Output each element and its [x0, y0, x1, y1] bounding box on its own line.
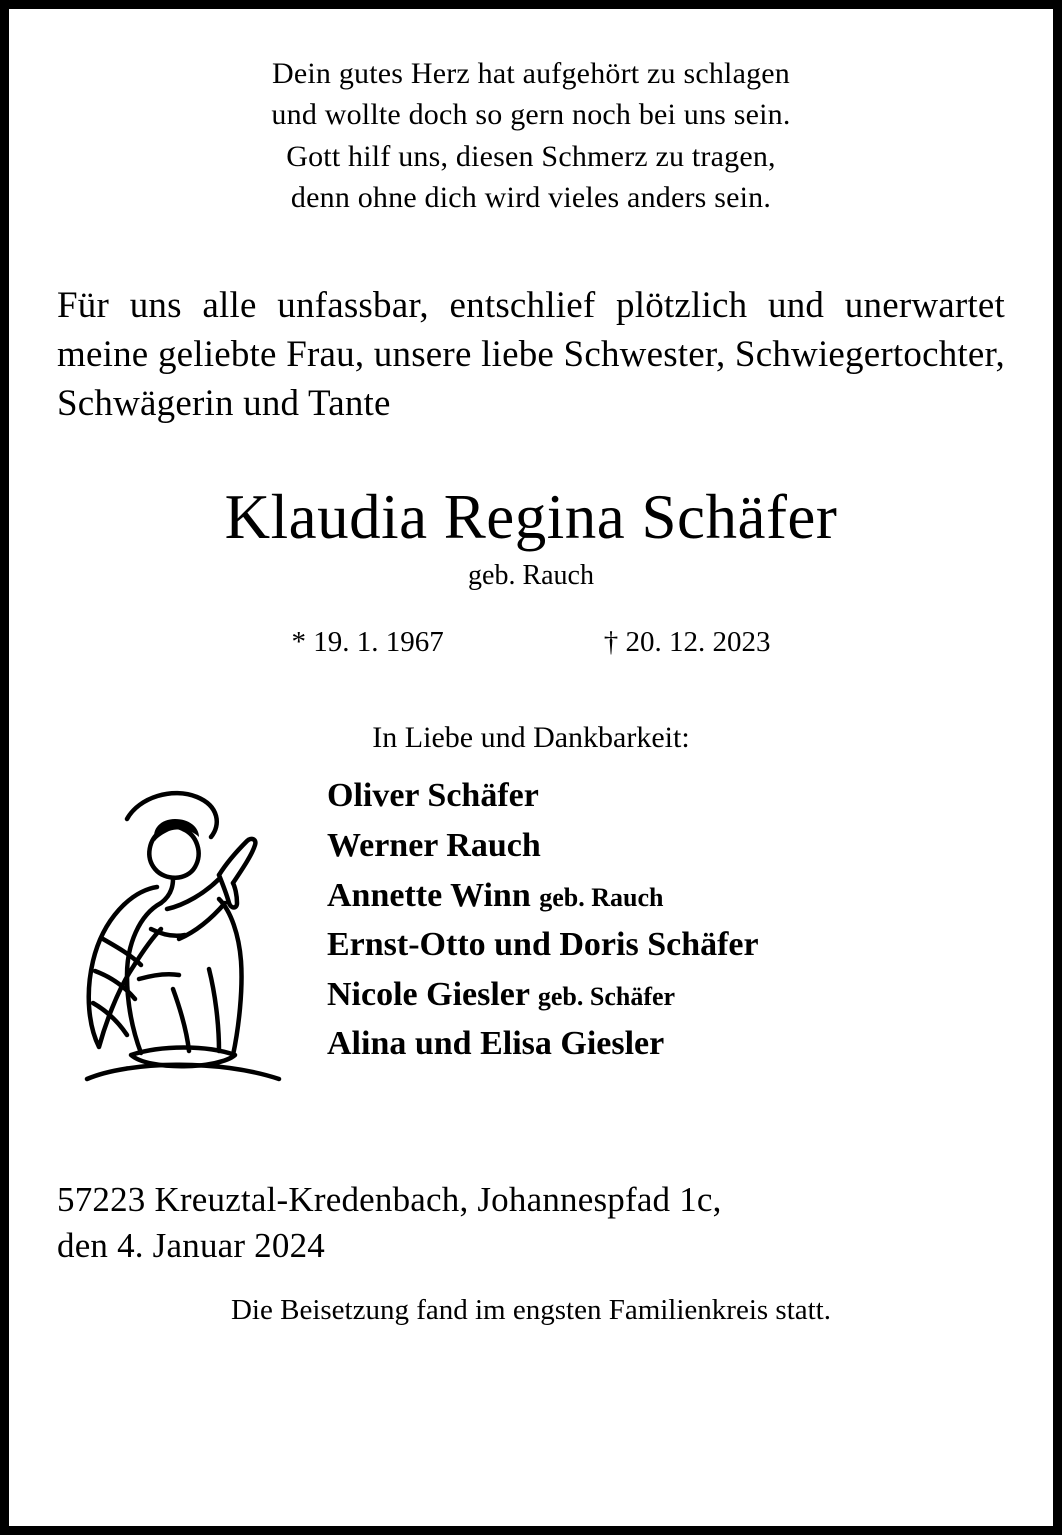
- mourner-name: Ernst-Otto und Doris Schäfer: [327, 926, 759, 964]
- address-block: [57, 1177, 1005, 1268]
- mourners-list: [327, 771, 1005, 1069]
- mourner-maiden-name: geb. Schäfer: [537, 981, 676, 1011]
- mourner-name: Annette Winn: [327, 876, 531, 914]
- address-line-2: den 4. Januar 2024: [57, 1225, 325, 1265]
- dedication-text: In Liebe und Dankbarkeit:: [372, 721, 690, 755]
- birth-date: * 19. 1. 1967: [291, 626, 444, 659]
- poem-line-2: und wollte doch so gern noch bei uns sein.: [271, 98, 791, 132]
- deceased-name: Klaudia Regina Schäfer: [224, 482, 838, 553]
- list-item: [327, 771, 1005, 821]
- mourner-name: Werner Rauch: [327, 826, 541, 864]
- obituary-content: [9, 9, 1053, 1526]
- mourner-name: Nicole Giesler: [327, 975, 530, 1013]
- deceased-name-block: [57, 484, 1005, 659]
- list-item: [327, 821, 1005, 871]
- family-section: [57, 771, 1005, 1121]
- announcement-paragraph: Für uns alle unfassbar, entschlief plötzlich und unerwartet meine geliebte Frau, unsere liebe Schwester, Schwiegertochter, Schwägerin und Tante: [57, 284, 1005, 424]
- list-item: [327, 920, 1005, 970]
- list-item: [327, 1019, 1005, 1069]
- poem-line-1: Dein gutes Herz hat aufgehört zu schlagen: [272, 57, 790, 90]
- poem-line-3: Gott hilf uns, diesen Schmerz zu tragen,: [286, 139, 776, 173]
- poem-verse: [181, 53, 881, 219]
- mourner-maiden-name: geb. Rauch: [539, 882, 664, 912]
- list-item: [327, 970, 1005, 1020]
- life-dates: [57, 626, 1005, 659]
- deceased-maiden-name: geb. Rauch: [468, 560, 594, 592]
- death-date: † 20. 12. 2023: [603, 626, 771, 659]
- list-item: [327, 871, 1005, 921]
- burial-note: Die Beisetzung fand im engsten Familienkreis statt.: [230, 1294, 831, 1327]
- praying-angel-icon: [69, 779, 309, 1109]
- address-line-1: 57223 Kreuztal-Kredenbach, Johannespfad 1c,: [57, 1180, 722, 1220]
- mourner-name: Oliver Schäfer: [327, 777, 539, 815]
- mourner-name: Alina und Elisa Giesler: [327, 1025, 665, 1063]
- poem-line-4: denn ohne dich wird vieles anders sein.: [290, 181, 772, 215]
